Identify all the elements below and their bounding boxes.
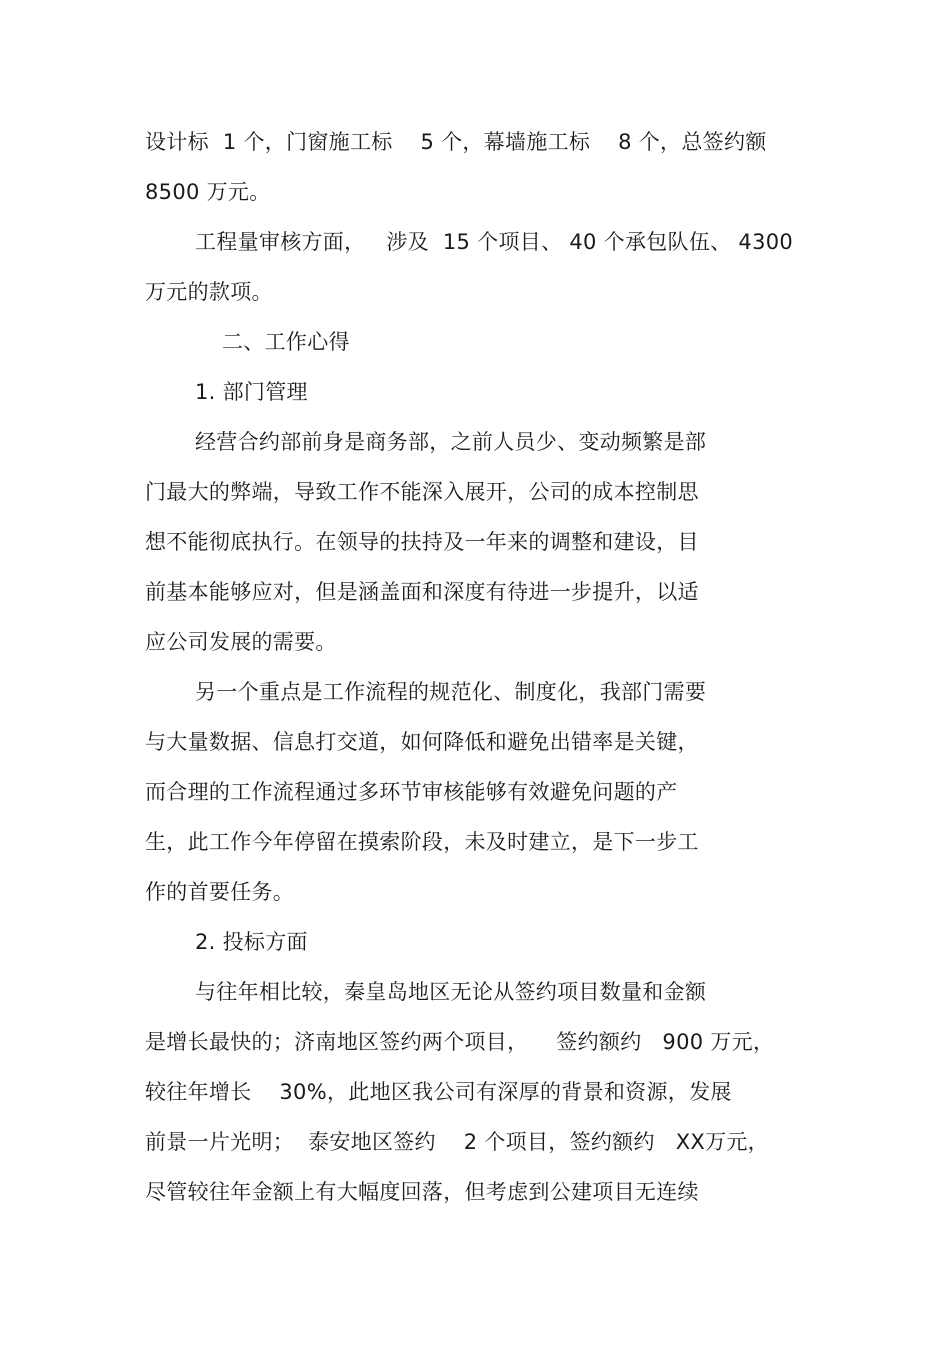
text-line-22: 尽管较往年金额上有大幅度回落，但考虑到公建项目无连续 <box>145 1180 699 1204</box>
text-line-7: 经营合约部前身是商务部，之前人员少、变动频繁是部 <box>195 430 707 454</box>
text-line-8: 门最大的弊端，导致工作不能深入展开，公司的成本控制思 <box>145 480 699 504</box>
section-heading-work-experience: 二、工作心得 <box>222 330 350 354</box>
text-line-19: 是增长最快的；济南地区签约两个项目， 签约额约 900 万元， <box>145 1030 775 1054</box>
subheading-bidding: 2. 投标方面 <box>195 930 308 954</box>
text-line-15: 生，此工作今年停留在摸索阶段，未及时建立，是下一步工 <box>145 830 699 854</box>
text-line-10: 前基本能够应对，但是涵盖面和深度有待进一步提升，以适 <box>145 580 699 604</box>
text-line-13: 与大量数据、信息打交道，如何降低和避免出错率是关键， <box>145 730 699 754</box>
text-line-20: 较往年增长 30%，此地区我公司有深厚的背景和资源，发展 <box>145 1080 732 1104</box>
text-line-11: 应公司发展的需要。 <box>145 630 337 654</box>
text-line-18: 与往年相比较，秦皇岛地区无论从签约项目数量和金额 <box>195 980 707 1004</box>
text-line-3: 工程量审核方面， 涉及 15 个项目、 40 个承包队伍、 4300 <box>195 230 794 254</box>
text-line-1: 设计标 1 个，门窗施工标 5 个，幕墙施工标 8 个，总签约额 <box>145 130 767 154</box>
text-line-14: 而合理的工作流程通过多环节审核能够有效避免问题的产 <box>145 780 678 804</box>
text-line-12: 另一个重点是工作流程的规范化、制度化，我部门需要 <box>195 680 707 704</box>
text-line-16: 作的首要任务。 <box>145 880 295 904</box>
text-line-2: 8500 万元。 <box>145 180 271 204</box>
subheading-department-management: 1. 部门管理 <box>195 380 308 404</box>
text-line-4: 万元的款项。 <box>145 280 273 304</box>
text-line-9: 想不能彻底执行。在领导的扶持及一年来的调整和建设，目 <box>145 530 699 554</box>
text-line-21: 前景一片光明； 泰安地区签约 2 个项目，签约额约 XX万元， <box>145 1130 769 1154</box>
